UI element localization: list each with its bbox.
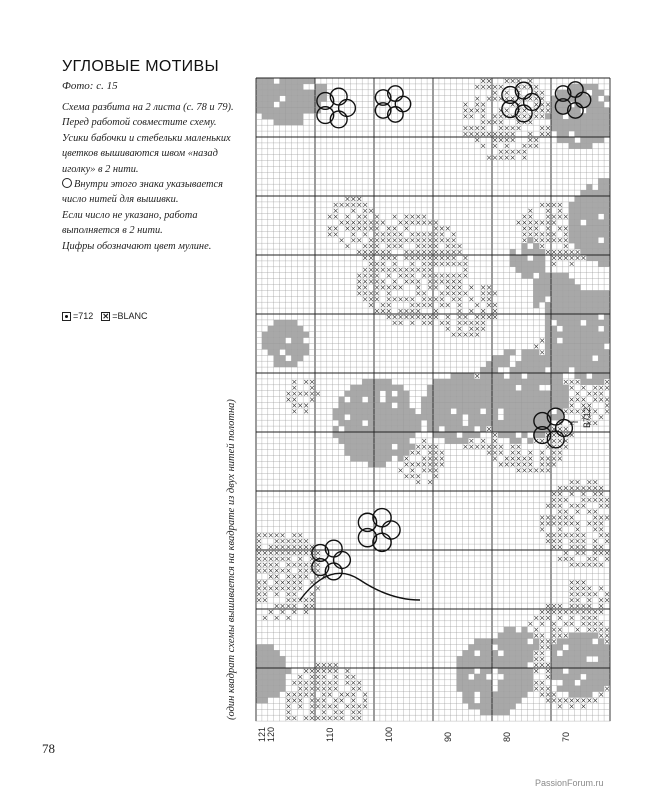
- axis-label-110: 110: [325, 727, 335, 742]
- legend-item-712: =712: [73, 311, 94, 321]
- note-backstitch: Усики бабочки и стебельки маленьких цветков вышиваются швом «назад иголку» в 2 нити.: [62, 132, 231, 175]
- axis-label-100: 100: [384, 726, 394, 742]
- axis-label-70: 70: [561, 731, 571, 742]
- note-colors: Цифры обозначают цвет мулине.: [62, 240, 212, 252]
- photo-reference: Фото: с. 15: [62, 80, 118, 92]
- watermark: PassionForum.ru: [535, 778, 604, 788]
- chart-grid: [256, 78, 610, 721]
- chart-axis-labels: [257, 727, 571, 742]
- callout-label: B712: [582, 406, 592, 428]
- page-number: 78: [42, 741, 55, 756]
- cross-symbol-icon: ✕: [102, 311, 110, 321]
- axis-label-90: 90: [443, 731, 453, 742]
- axis-label-121: 121: [257, 726, 267, 742]
- chart-vertical-note: (один квадрат схемы вышивается на квадрате из двух нитей полотна): [226, 399, 237, 720]
- page-title: УГЛОВЫЕ МОТИВЫ: [62, 58, 219, 75]
- note-sheets: Схема разбита на 2 листа (с. 78 и 79). Перед работой совместите схему.: [62, 102, 234, 129]
- note-thread-count-text: Внутри этого знака указывается число нитей для вышивки.: [62, 179, 223, 206]
- axis-label-80: 80: [502, 731, 512, 742]
- axis-label-120: 120: [266, 726, 276, 742]
- legend-item-blanc: =BLANC: [112, 311, 148, 321]
- note-default: Если число не указано, работа выполняется в 2 нити.: [62, 209, 198, 237]
